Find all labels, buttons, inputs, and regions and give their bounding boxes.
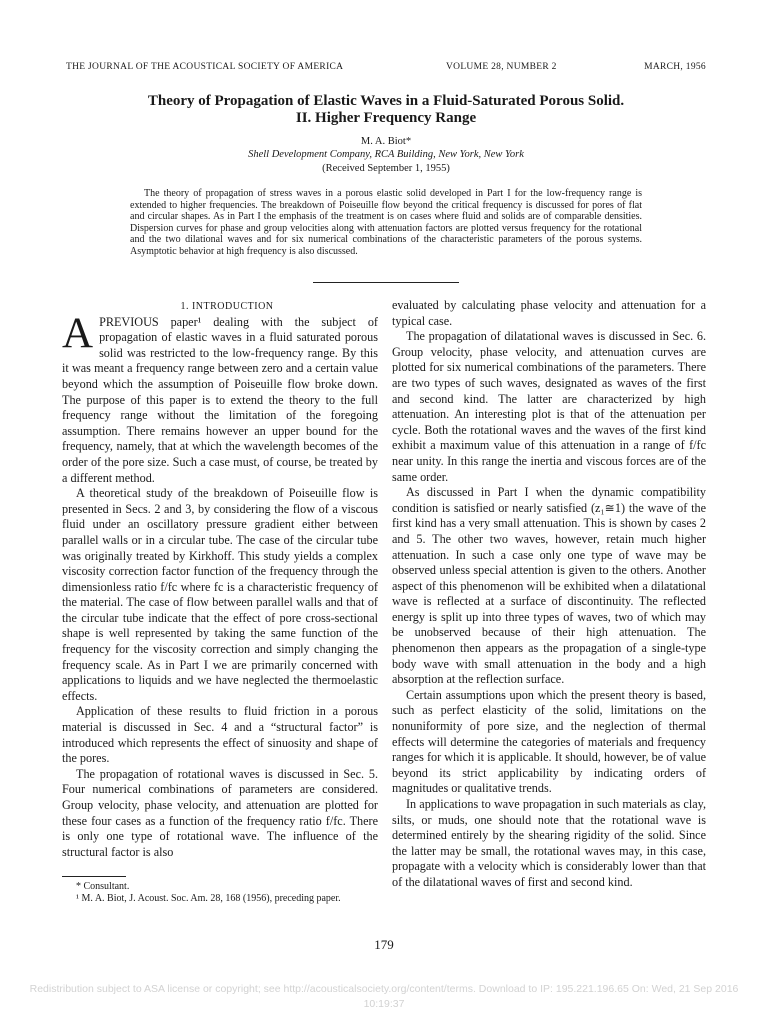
- page-number: 179: [374, 937, 394, 952]
- footnote: * Consultant.: [76, 881, 130, 893]
- author: M. A. Biot*: [360, 136, 412, 147]
- footnote: ¹ M. A. Biot, J. Acoust. Soc. Am. 28, 168 (1956), preceding paper.: [76, 892, 341, 904]
- running-head: [66, 62, 706, 78]
- paragraph: [62, 309, 378, 487]
- paragraph: The propagation of dilatational waves is discussed in Sec. 6. Group velocity, phase velocity, and attenuation curves are plotted for six numerical combinations of the parameters. There are two types of such waves, designated as waves of the first and second kind. The latter are characterized by high attenuation. An interesting plot is that of the attenuation per cycle. Both the rotational waves and the waves of the first kind exhibit a maximum value of this attenuation in a range of f/fc near unity. In this range the inertia and viscous forces are of the same order.: [392, 329, 706, 484]
- paragraph: In applications to wave propagation in such materials as clay, silts, or muds, one should note that the rotational wave is determined entirely by the shearing rigidity of the solid. Since the latter may be small, the rotational waves may, in this case, propagate with a velocity which is considerably lower than that of the dilatational waves of first and second kind.: [392, 797, 706, 889]
- issue-date: MARCH, 1956: [644, 62, 706, 72]
- drop-cap: A: [62, 309, 94, 357]
- download-watermark: [0, 982, 768, 1012]
- paragraph-text: PREVIOUS paper¹ dealing with the subject of propagation of elastic waves in a fluid saturated porous solid was restricted to the low-frequency range. By this it was meant a frequency range between zero and a certain value beyond which the assumption of Poiseuille flow broke down. The purpose of this paper is to extend the theory to the full frequency range without the limitation of the foregoing assumption. There remains however an upper bound for the frequency, namely, that at which the wavelength becomes of the order of the pore size. Such a case must, of course, be treated by a different method.: [62, 314, 378, 485]
- paragraph: Application of these results to fluid friction in a porous material is discussed in Sec. 4 and a “structural factor” is introduced which represents the effect of sinuosity and shape of the pores.: [62, 704, 378, 766]
- volume-number: VOLUME 28, NUMBER 2: [446, 62, 557, 72]
- paragraph: A theoretical study of the breakdown of Poiseuille flow is presented in Secs. 2 and 3, by considering the flow of a viscous fluid under an oscillatory pressure gradient either between parallel walls or in a circular tube. The case of the circular tube was originally treated by Kirkhoff. This study yields a complex viscosity correction factor function of the frequency through the dimensionless ratio f/fc where fc is a characteristic frequency of the material. The case of flow between parallel walls and that of the circular tube indicate that the effect of pore cross-sectional shape is well represented by taking the same function of the frequency for the viscosity correction and simply changing the frequency scale. As in Part I we are primarily concerned with applications to liquids and we have neglected the thermoelastic effects.: [62, 486, 378, 703]
- footnote-divider: [62, 876, 126, 877]
- title-block: [66, 93, 706, 176]
- paper-title-line-2: II. Higher Frequency Range: [295, 110, 477, 126]
- paper-title-line-1: Theory of Propagation of Elastic Waves in a Fluid-Saturated Porous Solid.: [147, 93, 625, 109]
- received-date: (Received September 1, 1955): [322, 163, 450, 174]
- right-column: [392, 298, 706, 891]
- paragraph: As discussed in Part I when the dynamic compatibility condition is satisfied or nearly satisfied (z₁≅1) the wave of the first kind has a very small attenuation. This is shown by cases 2 and 5. The other two waves, however, retain much higher attenuation. In such a case only one type of wave may be observed unless special attention is given to the others. Another aspect of this phenomenon will be exhibited when a dilatational wave is reflected at a surface of discontinuity. The reflected energy is split up into three types of waves, two of which may be unobserved because of their high attenuation. The phenomenon then appears as the propagation of a single-type body wave with small attenuation in the body and a high absorption at the reflection surface.: [392, 485, 706, 687]
- paragraph: The propagation of rotational waves is discussed in Sec. 5. Four numerical combinations of parameters are considered. Group velocity, phase velocity, and attenuation are plotted for these four cases as a function of the frequency ratio f/fc. There is only one type of rotational wave. The influence of the structural factor is also: [62, 766, 378, 859]
- abstract-divider: [313, 282, 459, 283]
- section-heading: 1. INTRODUCTION: [180, 301, 274, 312]
- paragraph: Certain assumptions upon which the present theory is based, such as perfect elasticity of the solid, limitations on the nonuniformity of pore size, and the neglection of thermal effects will determine the categories of materials and frequency ranges for which it is applicable. It should, however, be of value beyond its strict applicability by indicating orders of magnitudes or qualitative trends.: [392, 687, 706, 796]
- paragraph: evaluated by calculating phase velocity and attenuation for a typical case.: [392, 298, 706, 328]
- abstract: The theory of propagation of stress waves in a porous elastic solid developed in Part I for the low-frequency range is extended to higher frequencies. The breakdown of Poiseuille flow beyond the critical frequency is discussed for pores of flat and circular shapes. As in Part I the emphasis of the treatment is on cases where fluid and solids are of comparable densities. Dispersion curves for phase and group velocities along with attenuation factors are plotted versus frequency for the rotational and the two dilational waves and for six numerical combinations of the characteristic parameters of the porous systems. Asymptotic behavior at high frequency is also discussed.: [130, 188, 642, 257]
- left-column: [62, 299, 378, 904]
- watermark-text: Redistribution subject to ASA license or copyright; see http://acousticalsociety.org/content/terms. Download to IP: 195.221.196.65 On: Wed, 21 Sep 2016 10:19:37: [29, 983, 739, 1010]
- footnotes: [62, 881, 378, 904]
- journal-name: THE JOURNAL OF THE ACOUSTICAL SOCIETY OF AMERICA: [66, 62, 344, 72]
- affiliation: Shell Development Company, RCA Building, New York, New York: [248, 149, 524, 160]
